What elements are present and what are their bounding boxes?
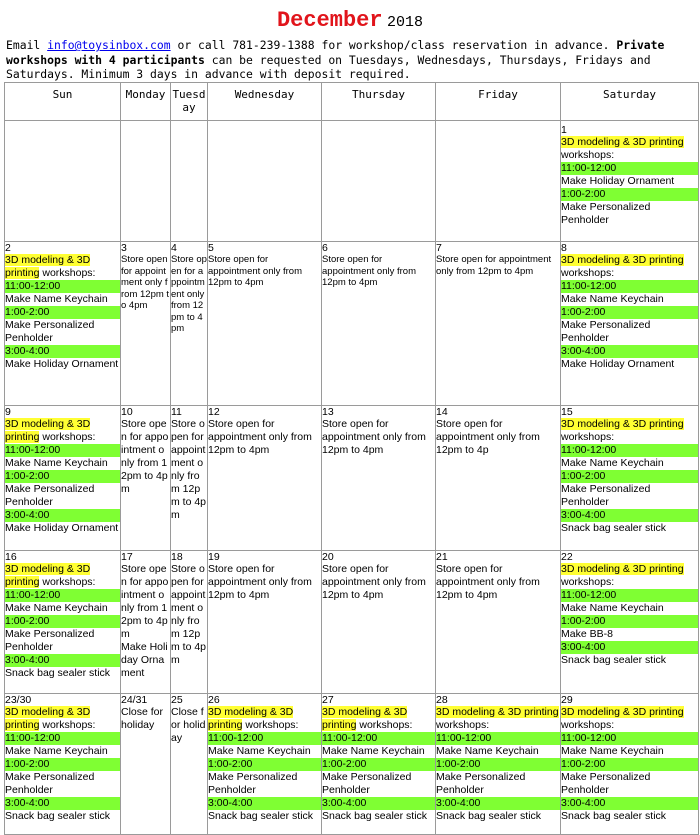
workshop-title: 3D modeling & 3D printing <box>322 706 408 731</box>
store-hours-note: Store open for appointment only from 12pm to 4p <box>436 418 540 456</box>
activity: Snack bag sealer stick <box>561 522 667 534</box>
time-slot: 11:00-12:00 <box>5 280 120 293</box>
time-slot: 1:00-2:00 <box>5 615 120 628</box>
store-hours-note: Store open for appointment only from 12pm to 4pm <box>208 254 302 288</box>
day-cell-11[interactable] <box>171 406 208 551</box>
day-cell-23-30[interactable] <box>5 694 121 835</box>
day-number: 14 <box>436 406 448 418</box>
workshop-title: 3D modeling & 3D printing <box>5 706 91 731</box>
day-cell-7[interactable] <box>436 242 561 406</box>
workshop-title: 3D modeling & 3D printing <box>561 706 684 718</box>
empty-day-cell <box>436 121 561 242</box>
time-slot: 11:00-12:00 <box>561 444 698 457</box>
empty-day-cell <box>322 121 436 242</box>
store-hours-note: Store open for appointment only from 12pm to 4pm <box>121 418 169 495</box>
day-cell-8[interactable] <box>561 242 699 406</box>
intro-email-prefix: Email <box>6 38 48 52</box>
closed-note: Close for holiday <box>171 706 206 744</box>
day-cell-3[interactable] <box>121 242 171 406</box>
workshop-tail: workshops: <box>356 719 413 731</box>
activity: Snack bag sealer stick <box>208 810 314 822</box>
week-row <box>5 551 699 694</box>
activity: Make Name Keychain <box>561 602 664 614</box>
activity: Make Name Keychain <box>561 745 664 757</box>
day-number: 6 <box>322 242 328 254</box>
activity: Make Name Keychain <box>5 293 108 305</box>
workshop-tail: workshops: <box>242 719 299 731</box>
empty-day-cell <box>5 121 121 242</box>
day-number: 25 <box>171 694 183 706</box>
activity: Make Personalized Penholder <box>5 319 95 344</box>
day-number: 27 <box>322 694 334 706</box>
activity: Make Name Keychain <box>5 745 108 757</box>
email-link[interactable]: info@toysinbox.com <box>47 38 171 52</box>
day-cell-25[interactable] <box>171 694 208 835</box>
workshop-tail: workshops: <box>561 149 615 161</box>
store-hours-note: Store open for appointment only from 12pm to 4pm <box>171 254 207 334</box>
activity: Make Personalized Penholder <box>5 771 95 796</box>
activity: Make Holiday Ornament <box>5 522 119 534</box>
day-cell-2[interactable] <box>5 242 121 406</box>
time-slot: 11:00-12:00 <box>436 732 560 745</box>
day-cell-22[interactable] <box>561 551 699 694</box>
time-slot: 3:00-4:00 <box>5 654 120 667</box>
weekday-header-row <box>5 83 699 121</box>
day-number: 13 <box>322 406 334 418</box>
time-slot: 11:00-12:00 <box>5 732 120 745</box>
day-cell-18[interactable] <box>171 551 208 694</box>
day-cell-21[interactable] <box>436 551 561 694</box>
day-cell-6[interactable] <box>322 242 436 406</box>
intro-mid: or call 781-239-1388 for workshop/class reservation in advance. <box>170 38 617 52</box>
store-hours-note: Store open for appointment only from 12pm to 4pm <box>436 254 552 277</box>
workshop-title: 3D modeling & 3D printing <box>561 136 684 148</box>
week-row <box>5 242 699 406</box>
activity: Make Personalized Penholder <box>5 628 95 653</box>
time-slot: 1:00-2:00 <box>561 188 698 201</box>
page-title <box>0 0 700 42</box>
day-number: 17 <box>121 551 133 563</box>
workshop-title: 3D modeling & 3D printing <box>5 254 91 279</box>
day-number: 8 <box>561 242 567 254</box>
workshop-title: 3D modeling & 3D printing <box>5 563 91 588</box>
intro-tail: can be requested on Tuesdays, Wednesdays, Thursdays, Fridays and Saturdays. Minimum 3 days in advance with deposit required. <box>6 52 651 81</box>
day-number: 5 <box>208 242 214 254</box>
activity: Make Personalized Penholder <box>561 319 651 344</box>
day-cell-28[interactable] <box>436 694 561 835</box>
workshop-tail: workshops: <box>39 576 96 588</box>
activity: Make Holiday Ornament <box>5 358 119 370</box>
workshop-tail: workshops: <box>561 576 615 588</box>
store-hours-note: Store open for appointment only from 12pm to 4pm <box>322 418 426 456</box>
activity: Make Personalized Penholder <box>561 483 651 508</box>
day-number: 7 <box>436 242 442 254</box>
activity: Snack bag sealer stick <box>436 810 542 822</box>
activity: Snack bag sealer stick <box>561 810 667 822</box>
workshop-tail: workshops: <box>561 719 615 731</box>
time-slot: 3:00-4:00 <box>208 797 321 810</box>
time-slot: 1:00-2:00 <box>5 470 120 483</box>
day-cell-19[interactable] <box>208 551 322 694</box>
day-cell-15[interactable] <box>561 406 699 551</box>
day-number: 2 <box>5 242 11 254</box>
workshop-title: 3D modeling & 3D printing <box>5 418 91 443</box>
activity: Make Holiday Ornament <box>561 175 675 187</box>
empty-day-cell <box>171 121 208 242</box>
workshop-tail: workshops: <box>39 431 96 443</box>
time-slot: 3:00-4:00 <box>322 797 435 810</box>
store-hours-note: Store open for appointment only from 12pm to 4pm <box>208 563 312 601</box>
day-cell-20[interactable] <box>322 551 436 694</box>
day-number: 19 <box>208 551 220 563</box>
workshop-title: 3D modeling & 3D printing <box>561 418 684 430</box>
workshop-title: 3D modeling & 3D printing <box>561 254 684 266</box>
time-slot: 11:00-12:00 <box>561 589 698 602</box>
day-number: 15 <box>561 406 573 418</box>
store-hours-note: Store open for appointment only from 12pm to 4pm <box>208 418 312 456</box>
day-cell-17[interactable] <box>121 551 171 694</box>
time-slot: 1:00-2:00 <box>561 615 698 628</box>
time-slot: 1:00-2:00 <box>561 470 698 483</box>
day-number: 26 <box>208 694 220 706</box>
day-cell-5[interactable] <box>208 242 322 406</box>
activity: Make Name Keychain <box>208 745 311 757</box>
day-number: 11 <box>171 406 182 418</box>
activity: Snack bag sealer stick <box>5 667 111 679</box>
time-slot: 11:00-12:00 <box>322 732 435 745</box>
activity: Make Name Keychain <box>561 293 664 305</box>
time-slot: 3:00-4:00 <box>561 797 698 810</box>
activity: Snack bag sealer stick <box>322 810 428 822</box>
day-cell-1[interactable] <box>561 121 699 242</box>
day-cell-12[interactable] <box>208 406 322 551</box>
store-hours-note: Store open for appointment only from 12pm to 4pm <box>322 563 426 601</box>
activity: Make Personalized Penholder <box>561 201 651 226</box>
activity: Make Personalized Penholder <box>5 483 95 508</box>
store-hours-note: Store open for appointment only from 12pm to 4pm <box>121 254 170 311</box>
day-number: 10 <box>121 406 133 418</box>
activity: Make BB-8 <box>561 628 613 640</box>
day-cell-16[interactable] <box>5 551 121 694</box>
day-number: 29 <box>561 694 573 706</box>
activity: Make Name Keychain <box>561 457 664 469</box>
time-slot: 11:00-12:00 <box>561 162 698 175</box>
time-slot: 11:00-12:00 <box>561 280 698 293</box>
store-hours-note: Store open for appointment only from 12pm to 4pm <box>171 418 207 521</box>
activity: Make Name Keychain <box>5 457 108 469</box>
time-slot: 3:00-4:00 <box>561 641 698 654</box>
time-slot: 11:00-12:00 <box>5 589 120 602</box>
day-cell-9[interactable] <box>5 406 121 551</box>
calendar-table <box>4 82 699 835</box>
time-slot: 1:00-2:00 <box>436 758 560 771</box>
title-year: 2018 <box>387 14 424 31</box>
workshop-tail: workshops: <box>561 267 615 279</box>
day-cell-4[interactable] <box>171 242 208 406</box>
week-row <box>5 406 699 551</box>
empty-day-cell <box>208 121 322 242</box>
activity: Snack bag sealer stick <box>5 810 111 822</box>
workshop-tail: workshops: <box>436 719 490 731</box>
activity: Make Name Keychain <box>322 745 425 757</box>
time-slot: 1:00-2:00 <box>5 306 120 319</box>
time-slot: 3:00-4:00 <box>436 797 560 810</box>
empty-day-cell <box>121 121 171 242</box>
activity: Snack bag sealer stick <box>561 654 667 666</box>
workshop-title: 3D modeling & 3D printing <box>561 563 684 575</box>
day-cell-29[interactable] <box>561 694 699 835</box>
day-number: 3 <box>121 242 127 254</box>
day-number: 24/31 <box>121 694 148 706</box>
day-cell-27[interactable] <box>322 694 436 835</box>
day-cell-13[interactable] <box>322 406 436 551</box>
closed-note: Close for holiday <box>121 706 164 731</box>
day-number: 21 <box>436 551 448 563</box>
activity: Make Holiday Ornament <box>121 641 168 679</box>
day-number: 28 <box>436 694 448 706</box>
time-slot: 3:00-4:00 <box>561 345 698 358</box>
day-number: 16 <box>5 551 17 563</box>
title-month: December <box>276 8 383 33</box>
time-slot: 11:00-12:00 <box>561 732 698 745</box>
time-slot: 11:00-12:00 <box>208 732 321 745</box>
intro-bold: Private workshops with 4 participants <box>6 38 665 67</box>
day-number: 9 <box>5 406 11 418</box>
weekday-header-sat: Saturday <box>561 83 699 121</box>
activity: Make Name Keychain <box>5 602 108 614</box>
activity: Make Name Keychain <box>436 745 539 757</box>
day-number: 20 <box>322 551 334 563</box>
week-row <box>5 121 699 242</box>
day-cell-10[interactable] <box>121 406 171 551</box>
week-row <box>5 694 699 835</box>
activity: Make Personalized Penholder <box>436 771 526 796</box>
weekday-header-wed: Wednesday <box>208 83 322 121</box>
workshop-title: 3D modeling & 3D printing <box>436 706 559 718</box>
day-number: 1 <box>561 124 567 136</box>
day-cell-14[interactable] <box>436 406 561 551</box>
activity: Make Personalized Penholder <box>322 771 412 796</box>
activity: Make Holiday Ornament <box>561 358 675 370</box>
time-slot: 1:00-2:00 <box>208 758 321 771</box>
weekday-header-mon: Monday <box>121 83 171 121</box>
time-slot: 1:00-2:00 <box>561 758 698 771</box>
day-cell-26[interactable] <box>208 694 322 835</box>
weekday-header-fri: Friday <box>436 83 561 121</box>
day-number: 23/30 <box>5 694 32 706</box>
store-hours-note: Store open for appointment only from 12pm to 4pm <box>436 563 540 601</box>
day-cell-24-31[interactable] <box>121 694 171 835</box>
intro-paragraph <box>6 38 696 82</box>
store-hours-note: Store open for appointment only from 12pm to 4pm <box>322 254 416 288</box>
workshop-tail: workshops: <box>39 267 96 279</box>
day-number: 4 <box>171 242 177 254</box>
store-hours-note: Store open for appointment only from 12pm to 4pm <box>121 563 169 640</box>
workshop-title: 3D modeling & 3D printing <box>208 706 294 731</box>
day-number: 22 <box>561 551 573 563</box>
activity: Make Personalized Penholder <box>208 771 298 796</box>
time-slot: 1:00-2:00 <box>5 758 120 771</box>
time-slot: 3:00-4:00 <box>5 509 120 522</box>
weekday-header-thu: Thursday <box>322 83 436 121</box>
time-slot: 3:00-4:00 <box>5 345 120 358</box>
workshop-tail: workshops: <box>39 719 96 731</box>
weekday-header-sun: Sun <box>5 83 121 121</box>
time-slot: 3:00-4:00 <box>561 509 698 522</box>
store-hours-note: Store open for appointment only from 12pm to 4pm <box>171 563 207 666</box>
weekday-header-tue: Tuesday <box>171 83 208 121</box>
time-slot: 1:00-2:00 <box>561 306 698 319</box>
time-slot: 1:00-2:00 <box>322 758 435 771</box>
time-slot: 11:00-12:00 <box>5 444 120 457</box>
activity: Make Personalized Penholder <box>561 771 651 796</box>
day-number: 12 <box>208 406 220 418</box>
time-slot: 3:00-4:00 <box>5 797 120 810</box>
workshop-tail: workshops: <box>561 431 615 443</box>
day-number: 18 <box>171 551 183 563</box>
